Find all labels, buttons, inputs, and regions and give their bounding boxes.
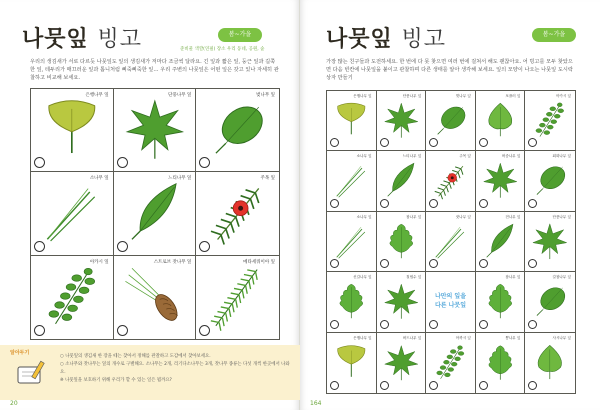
leaf-label: 버드나무 잎 bbox=[402, 335, 422, 340]
check-circle[interactable] bbox=[429, 320, 438, 329]
bingo-cell[interactable] bbox=[476, 212, 526, 272]
bingo-cell[interactable] bbox=[31, 89, 114, 172]
check-circle[interactable] bbox=[380, 259, 389, 268]
bingo-cell[interactable] bbox=[476, 151, 526, 211]
leaf-label: 스트로브 잣나무 잎 bbox=[153, 259, 192, 265]
leaf-label: 은행나무 잎 bbox=[85, 93, 109, 98]
right-page-title bbox=[326, 22, 446, 53]
leaf-label: 칠엽수 잎 bbox=[406, 275, 422, 280]
left-intro-text: 우리의 생김새가 서로 다르듯 나뭇잎도 잎의 생김새가 저마다 조금씩 달라요. 긴 잎과 짧은 잎, 둥근 잎과 길쭉한 잎, 테두리가 매끄러운 잎과 톱니처럼 삐죽삐죽한 잎… 우리 주변의 나뭇잎은 어떤 잎은 갖고 있나 자세히 관찰하고 비교해 보세요. bbox=[30, 59, 279, 81]
page-number-left: 20 bbox=[10, 400, 18, 407]
tip-item: ※ 나뭇잎을 보호하기 위해 우리가 할 수 있는 일은 뭘까요? bbox=[60, 378, 172, 383]
bingo-cell[interactable] bbox=[426, 212, 476, 272]
check-circle[interactable] bbox=[380, 199, 389, 208]
right-bingo-grid bbox=[326, 90, 576, 394]
check-circle[interactable] bbox=[330, 199, 339, 208]
bingo-cell[interactable] bbox=[327, 91, 377, 151]
left-page-title bbox=[22, 22, 142, 53]
check-circle[interactable] bbox=[330, 381, 339, 390]
bingo-cell[interactable] bbox=[377, 333, 427, 393]
bingo-cell[interactable] bbox=[114, 172, 197, 255]
check-circle[interactable] bbox=[479, 199, 488, 208]
supplies-note: 준비물 색깔(연필) 장소 우리 동네, 공원, 숲 bbox=[180, 47, 265, 52]
leaf-label: 느티나무 잎 bbox=[402, 154, 422, 159]
leaf-label: 은행나무 잎 bbox=[353, 94, 372, 98]
bingo-cell[interactable] bbox=[426, 151, 476, 211]
check-circle[interactable] bbox=[117, 157, 128, 168]
leaf-label: 포플러 잎 bbox=[505, 94, 521, 98]
bingo-cell[interactable] bbox=[114, 256, 197, 339]
leaf-label: 느티나무 잎 bbox=[168, 176, 192, 182]
leaf-label: 벚나무 잎 bbox=[256, 93, 275, 98]
bingo-cell[interactable] bbox=[525, 272, 575, 332]
special-line: 다른 나뭇잎 bbox=[434, 302, 467, 310]
leaf-label: 버즘나무 잎 bbox=[501, 154, 521, 159]
bingo-cell[interactable] bbox=[476, 91, 526, 151]
leaf-label: 참나무 잎 bbox=[505, 275, 521, 280]
title-rest: 빙고 bbox=[401, 27, 446, 52]
bingo-cell[interactable] bbox=[525, 212, 575, 272]
leaf-label: 단풍나무 잎 bbox=[552, 214, 571, 219]
notebook-icon bbox=[14, 353, 50, 389]
bingo-cell[interactable] bbox=[525, 333, 575, 393]
season-badge: 봄~가을 bbox=[218, 28, 262, 42]
check-circle[interactable] bbox=[380, 138, 389, 147]
bingo-cell[interactable] bbox=[377, 151, 427, 211]
bingo-cell[interactable] bbox=[426, 333, 476, 393]
bingo-cell[interactable] bbox=[377, 272, 427, 332]
title-main: 나뭇잎 bbox=[326, 27, 393, 52]
leaf-label: 벚나무 잎 bbox=[455, 94, 471, 98]
leaf-label: 잣나무 잎 bbox=[455, 214, 471, 219]
leaf-label: 메타세쿼이아 잎 bbox=[243, 259, 275, 265]
tip-item: ○ 나뭇잎의 생김새 한 장을 떼는 찾아서 정해를 관찰하고 도감에서 찾아보세요. bbox=[60, 354, 211, 359]
bingo-cell[interactable] bbox=[327, 272, 377, 332]
leaf-label: 소나무 잎 bbox=[356, 214, 372, 219]
leaf-label: 아카시 잎 bbox=[555, 94, 571, 98]
tip-list bbox=[60, 353, 290, 385]
bingo-cell[interactable] bbox=[525, 151, 575, 211]
bingo-cell[interactable] bbox=[426, 91, 476, 151]
check-circle[interactable] bbox=[330, 320, 339, 329]
leaf-label: 소나무 잎 bbox=[89, 176, 109, 182]
bingo-cell[interactable] bbox=[196, 89, 279, 172]
bingo-cell[interactable] bbox=[377, 212, 427, 272]
bingo-cell[interactable] bbox=[31, 172, 114, 255]
bingo-cell[interactable] bbox=[377, 91, 427, 151]
bingo-cell[interactable] bbox=[327, 151, 377, 211]
tip-box bbox=[0, 345, 300, 400]
leaf-label: 사시나무 잎 bbox=[552, 335, 571, 340]
check-circle[interactable] bbox=[34, 241, 45, 252]
leaf-label: 소나무 잎 bbox=[356, 154, 372, 159]
leaf-label: 신갈나무 잎 bbox=[353, 275, 372, 280]
special-line: 나만의 잎을 bbox=[434, 293, 467, 301]
bingo-cell[interactable] bbox=[196, 172, 279, 255]
check-circle[interactable] bbox=[479, 320, 488, 329]
bingo-cell[interactable] bbox=[476, 333, 526, 393]
bingo-cell[interactable] bbox=[525, 91, 575, 151]
check-circle[interactable] bbox=[429, 199, 438, 208]
right-intro-text: 가장 많는 친구들과 도전하세요. 한 번에 다 못 찾으면 여러 번에 걸쳐서 해도 괜찮아요. 어 빙고를 모두 찾았으면 다음 빈칸에 나뭇잎을 붙이고 관찰하며 다른 생태를 알아 생각해 보세요. 잎의 모양이 나오는 나뭇잎 도시락 상자 만들기 bbox=[326, 59, 573, 81]
right-page bbox=[300, 0, 600, 410]
leaf-label: 주목 잎 bbox=[459, 154, 471, 159]
bingo-cell[interactable] bbox=[114, 89, 197, 172]
season-badge: 봄~가을 bbox=[532, 28, 576, 42]
leaf-label: 전나무 잎 bbox=[505, 214, 521, 219]
page-number-right: 164 bbox=[310, 400, 322, 407]
check-circle[interactable] bbox=[117, 325, 128, 336]
title-rest: 빙고 bbox=[97, 27, 142, 52]
bingo-cell[interactable] bbox=[327, 212, 377, 272]
tip-item: ○ 소나무와 잣나무는 잎의 개수로 구별해요. 소나무는 2개, 리기다소나무는 3개, 잣나무 종류는 다섯 개씩 한곳에서 나와요. bbox=[60, 362, 290, 375]
leaf-label: 단풍나무 잎 bbox=[402, 94, 422, 98]
leaf-label: 아까시 잎 bbox=[455, 335, 471, 340]
leaf-label: 참나무 잎 bbox=[406, 214, 422, 219]
leaf-label: 주목 잎 bbox=[260, 176, 275, 182]
bingo-cell[interactable] bbox=[476, 272, 526, 332]
leaf-label: 갈참나무 잎 bbox=[552, 275, 571, 280]
bingo-cell[interactable] bbox=[327, 333, 377, 393]
check-circle[interactable] bbox=[479, 381, 488, 390]
leaf-label: 단풍나무 잎 bbox=[168, 93, 192, 98]
check-circle[interactable] bbox=[380, 381, 389, 390]
leaf-label: 회화나무 잎 bbox=[552, 154, 571, 159]
bingo-cell[interactable] bbox=[426, 272, 476, 332]
left-bingo-grid bbox=[30, 88, 280, 340]
bingo-cell[interactable] bbox=[196, 256, 279, 339]
leaf-label: 은행나무 잎 bbox=[353, 335, 372, 340]
title-main: 나뭇잎 bbox=[22, 27, 89, 52]
bingo-cell[interactable] bbox=[31, 256, 114, 339]
check-circle[interactable] bbox=[528, 320, 537, 329]
check-circle[interactable] bbox=[380, 320, 389, 329]
check-circle[interactable] bbox=[479, 259, 488, 268]
leaf-label: 뽕나무 잎 bbox=[505, 335, 521, 340]
check-circle[interactable] bbox=[199, 241, 210, 252]
tip-tag: 알아두기 bbox=[10, 350, 30, 356]
check-circle[interactable] bbox=[34, 325, 45, 336]
special-cell-text bbox=[428, 292, 473, 310]
check-circle[interactable] bbox=[117, 241, 128, 252]
leaf-label: 아카시 잎 bbox=[89, 259, 109, 265]
